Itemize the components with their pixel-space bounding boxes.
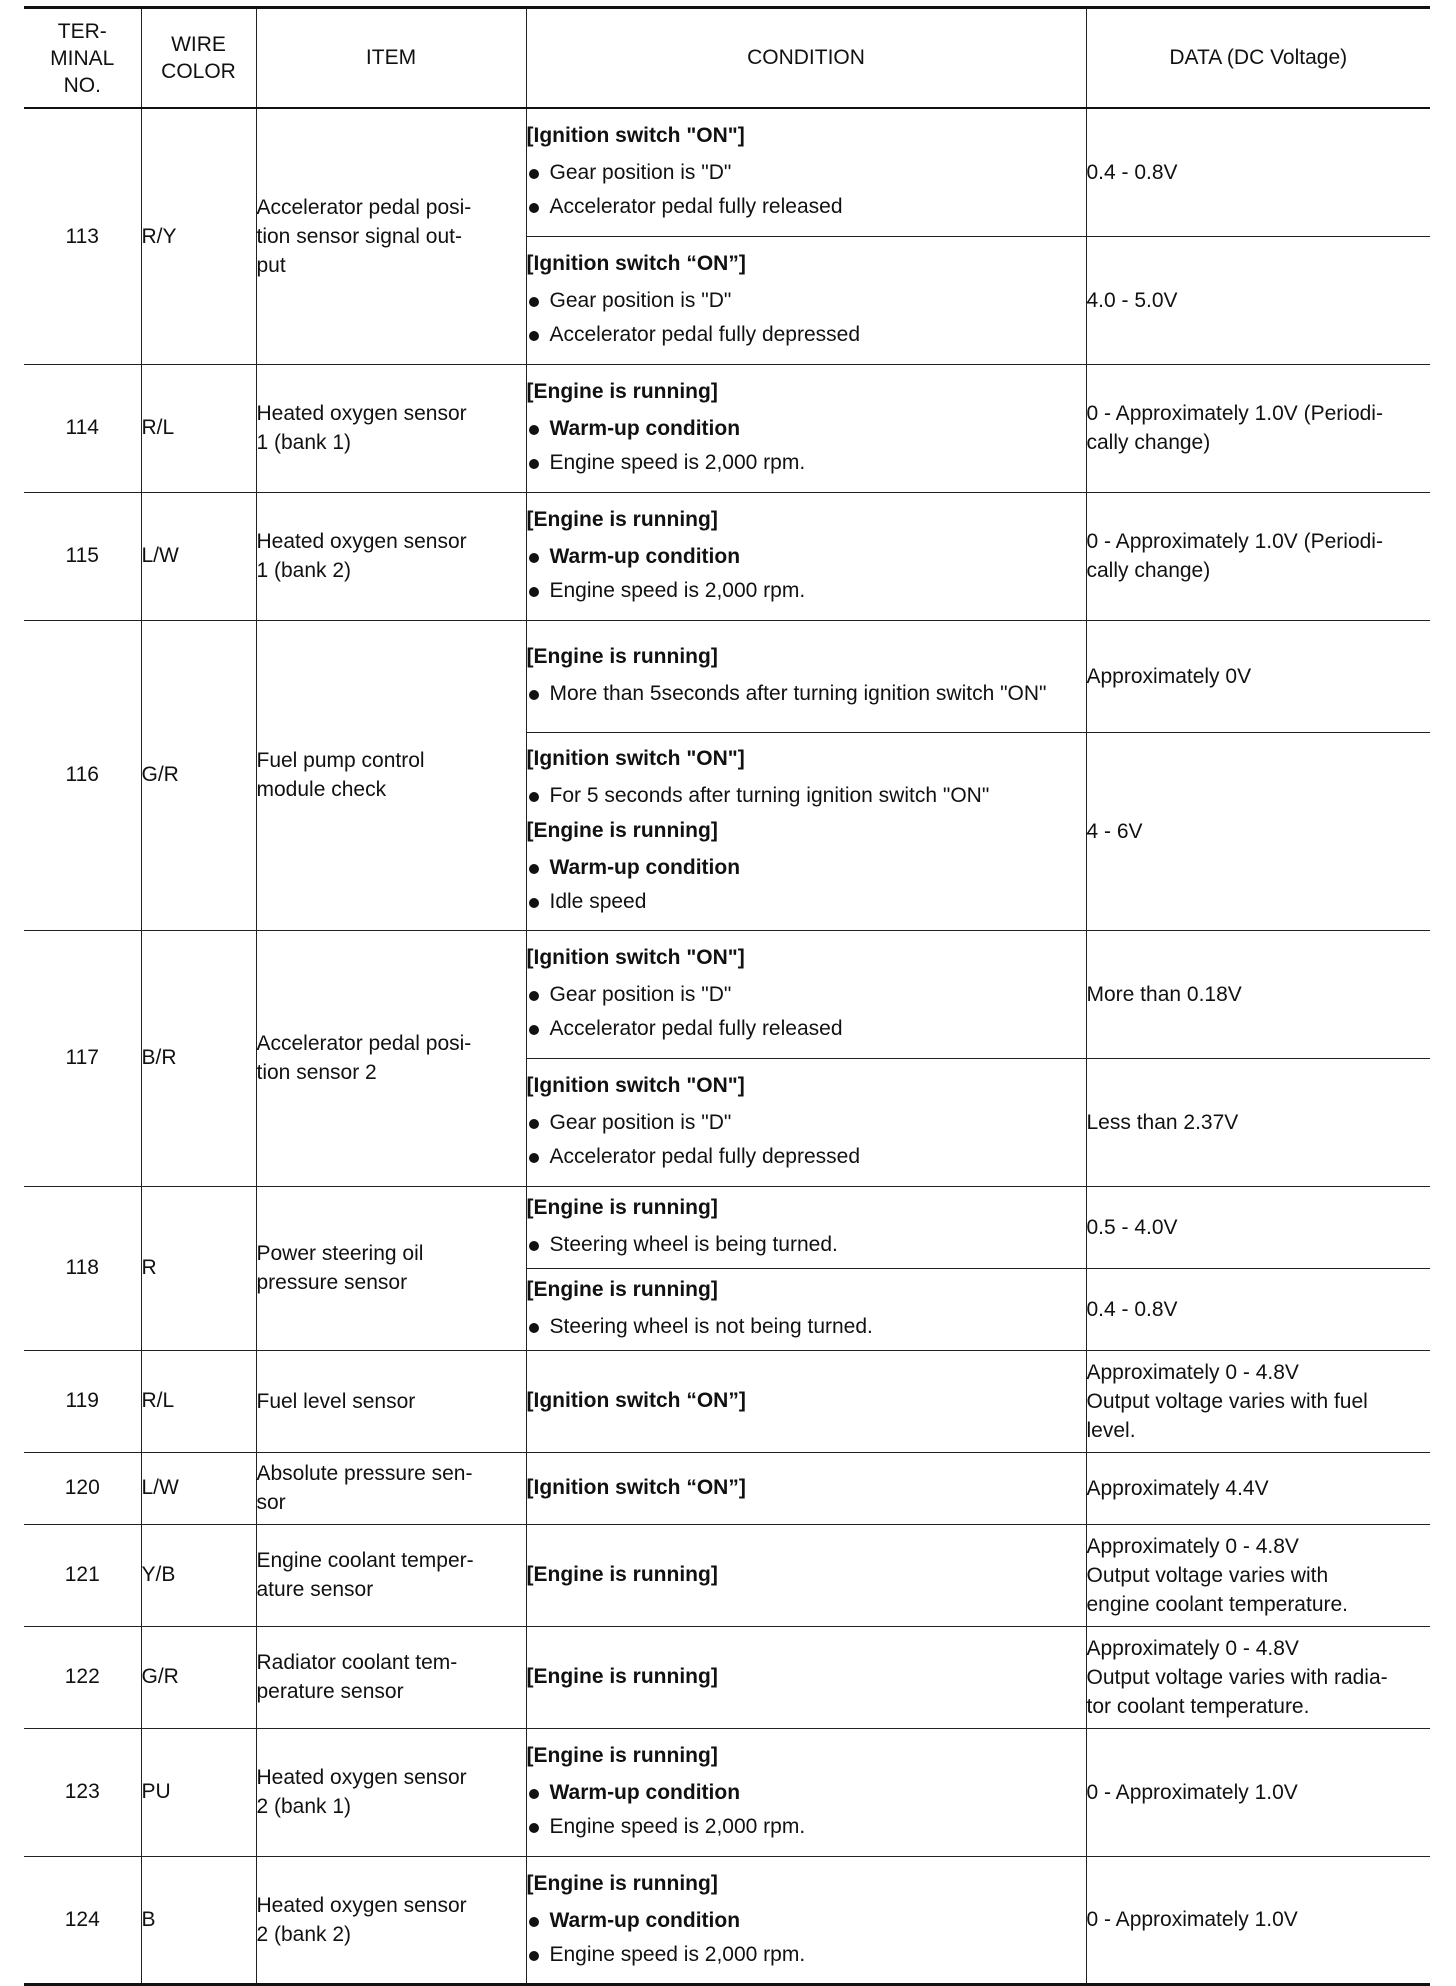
condition-title: [Ignition switch "ON"] [526,946,745,969]
condition-title: [Ignition switch "ON"] [526,124,745,148]
data-voltage-text: Approximately 4.4V [1086,1476,1269,1500]
wire-color-cell: R [141,1186,256,1350]
item-cell [256,108,526,364]
header-wire-text: WIRE COLOR [161,33,236,83]
table-row [24,108,1430,236]
condition-cell [526,492,1086,620]
condition-cell [526,1186,1086,1268]
terminal-no-cell: 118 [24,1186,141,1350]
data-voltage-text: 0.4 - 0.8V [1086,160,1178,184]
data-cell [1086,1350,1430,1452]
item-text: Radiator coolant tem- perature sensor [256,1651,458,1703]
terminal-no-cell: 123 [24,1728,141,1856]
terminal-spec-table [24,6,1430,1986]
condition-bullet: More than 5seconds after turning ignition switch "ON" [527,680,1086,708]
table-row [24,1856,1430,1984]
data-voltage-text: 0 - Approximately 1.0V (Periodi- cally change) [1086,530,1383,582]
data-cell [1086,732,1430,930]
wire-color-cell: R/L [141,1350,256,1452]
wire-color-cell: L/W [141,1452,256,1524]
data-cell [1086,108,1430,236]
terminal-no-cell: 116 [24,620,141,930]
condition-cell [526,236,1086,364]
terminal-no-cell: 120 [24,1452,141,1524]
item-text: Accelerator pedal posi- tion sensor 2 [256,1032,472,1084]
condition-bullet: Warm-up condition [527,854,1086,882]
table-row [24,620,1430,732]
condition-bullet: Gear position is "D" [527,159,1086,187]
condition-bullet: Steering wheel is being turned. [527,1231,1086,1259]
condition-cell [526,1058,1086,1186]
item-cell [256,492,526,620]
item-cell [256,1524,526,1626]
condition-cell [526,364,1086,492]
condition-title: [Engine is running] [526,1563,718,1586]
data-cell [1086,1626,1430,1728]
terminal-no-cell: 115 [24,492,141,620]
condition-title: [Engine is running] [526,1196,718,1219]
data-cell [1086,1728,1430,1856]
condition-cell [526,1524,1086,1626]
header-condition: CONDITION [526,8,1086,109]
table-row [24,1524,1430,1626]
item-text: Absolute pressure sen- sor [256,1462,473,1514]
condition-bullet: Engine speed is 2,000 rpm. [527,449,1086,477]
data-voltage-text: 4 - 6V [1086,819,1143,843]
item-cell [256,1452,526,1524]
terminal-no-cell: 114 [24,364,141,492]
data-cell [1086,1856,1430,1984]
terminal-no-cell: 124 [24,1856,141,1984]
data-cell [1086,1268,1430,1350]
condition-bullet: Warm-up condition [527,543,1086,571]
condition-title: [Engine is running] [526,1744,718,1767]
condition-cell [526,1452,1086,1524]
data-cell [1086,1186,1430,1268]
condition-bullet: Warm-up condition [527,415,1086,443]
item-text: Heated oxygen sensor 2 (bank 2) [256,1893,467,1946]
condition-cell [526,1728,1086,1856]
wire-color-cell: G/R [141,1626,256,1728]
condition-cell [526,1268,1086,1350]
item-text: Engine coolant temper- ature sensor [256,1549,474,1601]
condition-title: [Engine is running] [526,1278,718,1301]
item-cell [256,930,526,1186]
condition-bullet: Steering wheel is not being turned. [527,1313,1086,1341]
wire-color-cell: Y/B [141,1524,256,1626]
wire-color-cell: B/R [141,930,256,1186]
condition-title: [Engine is running] [526,1871,718,1895]
item-text: Fuel level sensor [256,1389,416,1413]
condition-title: [Ignition switch “ON”] [526,252,746,275]
terminal-no-cell: 113 [24,108,141,364]
data-voltage-text: 0 - Approximately 1.0V [1086,1780,1298,1804]
header-wire-color [141,8,256,109]
data-voltage-text: 0.5 - 4.0V [1086,1215,1178,1239]
item-text: Fuel pump control module check [256,749,425,801]
table-row [24,492,1430,620]
terminal-no-cell: 121 [24,1524,141,1626]
data-voltage-text: Approximately 0 - 4.8V Output voltage varies with fuel level. [1086,1360,1368,1442]
item-cell [256,1728,526,1856]
table-row [24,1452,1430,1524]
condition-cell [526,930,1086,1058]
terminal-no-cell: 117 [24,930,141,1186]
data-cell [1086,492,1430,620]
condition-title: [Engine is running] [526,819,718,842]
data-cell [1086,1452,1430,1524]
item-cell [256,1856,526,1984]
data-cell [1086,364,1430,492]
wire-color-cell: R/L [141,364,256,492]
data-voltage-text: 0 - Approximately 1.0V [1086,1908,1298,1931]
wire-color-cell: L/W [141,492,256,620]
wire-color-cell: R/Y [141,108,256,364]
terminal-no-cell: 119 [24,1350,141,1452]
data-cell [1086,1524,1430,1626]
condition-bullet: Accelerator pedal fully released [527,1015,1086,1043]
item-cell [256,1626,526,1728]
item-text: Heated oxygen sensor 1 (bank 1) [256,402,467,454]
item-cell [256,364,526,492]
table-row [24,930,1430,1058]
condition-cell [526,1350,1086,1452]
condition-cell [526,1856,1086,1984]
header-item: ITEM [256,8,526,109]
data-voltage-text: More than 0.18V [1086,982,1242,1006]
table-row [24,364,1430,492]
condition-title: [Engine is running] [526,508,718,531]
condition-bullet: Engine speed is 2,000 rpm. [527,577,1086,605]
condition-bullet: Warm-up condition [527,1907,1086,1935]
condition-bullet: Gear position is "D" [527,1109,1086,1137]
condition-bullet: Warm-up condition [527,1779,1086,1807]
condition-title: [Ignition switch “ON”] [526,1389,746,1412]
item-text: Power steering oil pressure sensor [256,1242,424,1294]
table-row [24,1186,1430,1268]
item-text: Accelerator pedal posi- tion sensor signal out- put [256,195,472,277]
item-text: Heated oxygen sensor 1 (bank 2) [256,530,467,582]
table-row [24,1626,1430,1728]
header-terminal-no [24,8,141,109]
table-body [24,108,1430,1984]
data-voltage-text: 0.4 - 0.8V [1086,1297,1178,1321]
data-cell [1086,930,1430,1058]
item-cell [256,1350,526,1452]
table-row [24,1350,1430,1452]
data-voltage-text: Approximately 0 - 4.8V Output voltage varies with engine coolant temperature. [1086,1534,1349,1616]
data-cell [1086,620,1430,732]
item-text: Heated oxygen sensor 2 (bank 1) [256,1766,467,1818]
condition-bullet: Engine speed is 2,000 rpm. [527,1941,1086,1969]
item-cell [256,620,526,930]
table-row [24,1728,1430,1856]
wire-color-cell: B [141,1856,256,1984]
data-voltage-text: 0 - Approximately 1.0V (Periodi- cally change) [1086,402,1383,454]
header-row [24,8,1430,109]
data-voltage-text: Less than 2.37V [1086,1110,1239,1134]
condition-bullet: Idle speed [527,888,1086,916]
condition-bullet: Gear position is "D" [527,287,1086,315]
condition-bullet: Accelerator pedal fully depressed [527,1143,1086,1171]
condition-bullet: Engine speed is 2,000 rpm. [527,1813,1086,1841]
condition-title: [Ignition switch "ON"] [526,747,745,770]
data-cell [1086,1058,1430,1186]
condition-title: [Ignition switch “ON”] [526,1476,746,1499]
data-cell [1086,236,1430,364]
condition-title: [Engine is running] [526,645,718,668]
header-terminal-text: TER- MINAL NO. [50,19,115,97]
condition-cell [526,108,1086,236]
wire-color-cell: G/R [141,620,256,930]
condition-bullet: For 5 seconds after turning ignition switch "ON" [527,782,1086,810]
wire-color-cell: PU [141,1728,256,1856]
data-voltage-text: Approximately 0 - 4.8V Output voltage varies with radia- tor coolant temperature. [1086,1636,1388,1718]
terminal-no-cell: 122 [24,1626,141,1728]
condition-bullet: Accelerator pedal fully depressed [527,321,1086,349]
header-data: DATA (DC Voltage) [1086,8,1430,109]
item-cell [256,1186,526,1350]
table-header [24,8,1430,109]
condition-cell [526,732,1086,930]
condition-cell [526,1626,1086,1728]
condition-title: [Engine is running] [526,1665,718,1688]
data-voltage-text: 4.0 - 5.0V [1086,288,1178,312]
condition-title: [Ignition switch "ON"] [526,1074,745,1097]
condition-title: [Engine is running] [526,380,718,403]
condition-bullet: Accelerator pedal fully released [527,193,1086,221]
condition-bullet: Gear position is "D" [527,981,1086,1009]
condition-cell [526,620,1086,732]
data-voltage-text: Approximately 0V [1086,664,1252,688]
